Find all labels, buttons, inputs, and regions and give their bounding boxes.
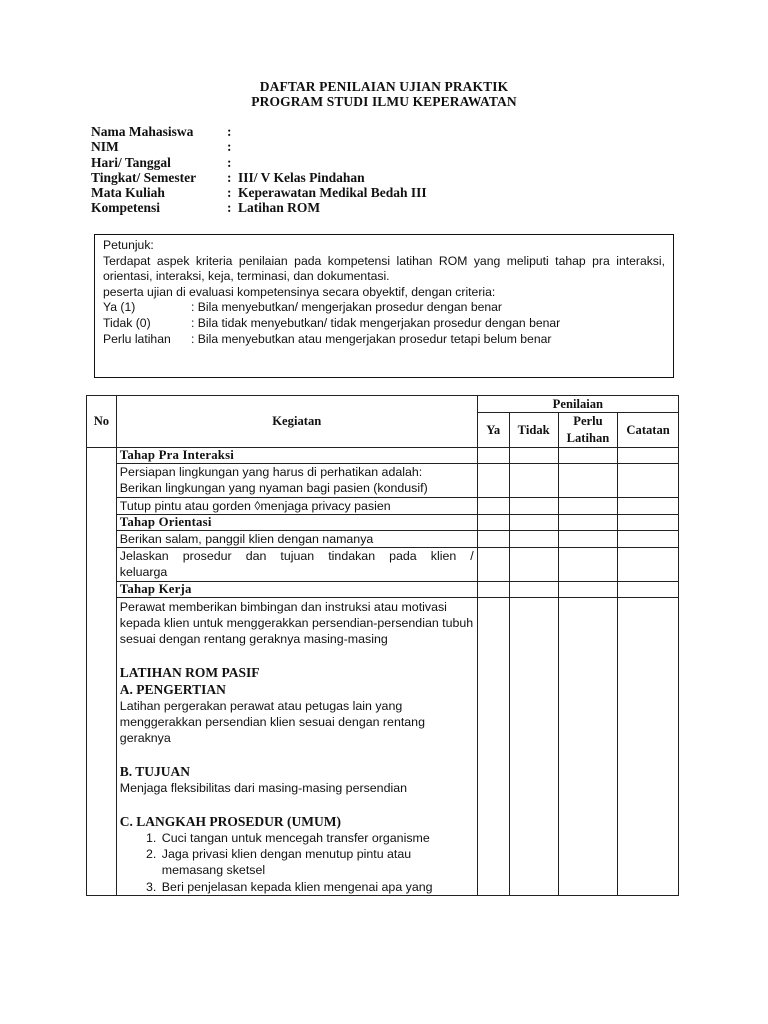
- langkah-prosedur-heading: C. LANGKAH PROSEDUR (UMUM): [119, 813, 342, 829]
- spacer: [120, 796, 474, 813]
- ya-cell[interactable]: [477, 448, 509, 464]
- info-label: Hari/ Tanggal: [91, 154, 171, 170]
- ya-cell[interactable]: [477, 464, 509, 498]
- instructions-heading: Petunjuk:: [103, 238, 154, 252]
- header-no: No: [87, 396, 117, 448]
- instructions-criteria-intro: peserta ujian di evaluasi kompetensinya secara obyektif, dengan criteria:: [103, 284, 496, 299]
- no-cell: [87, 448, 117, 896]
- tidak-cell[interactable]: [509, 497, 558, 514]
- info-value: III/ V Kelas Pindahan: [238, 169, 365, 185]
- info-colon: :: [227, 185, 232, 201]
- ya-cell[interactable]: [477, 548, 509, 582]
- perlu-latihan-cell[interactable]: [558, 548, 618, 582]
- spacer: [120, 648, 474, 664]
- table-row-activity: [116, 597, 477, 895]
- perlu-latihan-cell[interactable]: [558, 597, 618, 895]
- info-label: Mata Kuliah: [91, 185, 165, 201]
- criteria-key: Tidak (0): [103, 315, 151, 330]
- table-row-activity: Berikan salam, panggil klien dengan namanya: [116, 530, 477, 547]
- header-kegiatan: Kegiatan: [116, 396, 477, 448]
- info-label: NIM: [91, 139, 119, 155]
- section-kerja: Tahap Kerja: [116, 581, 477, 597]
- header-penilaian: Penilaian: [477, 396, 678, 413]
- criteria-ya: [103, 300, 665, 316]
- activity-text: Jelaskan prosedur dan tujuan tindakan pada klien /: [119, 549, 474, 564]
- activity-text: Persiapan lingkungan yang harus di perhatikan adalah:: [119, 465, 423, 479]
- header-ya: Ya: [477, 413, 509, 448]
- header-perlu-latihan: Perlu Latihan: [558, 413, 618, 448]
- list-item: 2. Jaga privasi klien dengan menutup pintu atau memasang sketsel: [160, 846, 474, 879]
- table-row-activity: Tutup pintu atau gorden ◊menjaga privacy pasien: [116, 497, 477, 514]
- criteria-desc: : Bila menyebutkan atau mengerjakan prosedur tetapi belum benar: [191, 331, 552, 346]
- ya-cell[interactable]: [477, 581, 509, 597]
- criteria-desc: : Bila menyebutkan/ mengerjakan prosedur dengan benar: [191, 300, 502, 315]
- criteria-key: Perlu latihan: [103, 331, 171, 346]
- ya-cell[interactable]: [477, 514, 509, 530]
- ya-cell[interactable]: [477, 497, 509, 514]
- tidak-cell[interactable]: [509, 530, 558, 547]
- catatan-cell[interactable]: [618, 497, 679, 514]
- catatan-cell[interactable]: [618, 597, 679, 895]
- perlu-latihan-cell[interactable]: [558, 464, 618, 498]
- tujuan-text: Menjaga fleksibilitas dari masing-masing persendian: [119, 780, 407, 795]
- catatan-cell[interactable]: [618, 581, 679, 597]
- tidak-cell[interactable]: [509, 597, 558, 895]
- activity-text: keluarga: [119, 565, 168, 580]
- document-title-line-2: PROGRAM STUDI ILMU KEPERAWATAN: [251, 94, 517, 109]
- header-catatan: Catatan: [618, 413, 679, 448]
- info-value: Latihan ROM: [238, 200, 321, 216]
- catatan-cell[interactable]: [618, 464, 679, 498]
- info-colon: :: [227, 200, 232, 216]
- pengertian-heading: A. PENGERTIAN: [119, 681, 226, 697]
- info-label: Tingkat/ Semester: [91, 169, 197, 185]
- info-colon: :: [227, 124, 232, 139]
- info-label: Nama Mahasiswa: [91, 124, 194, 139]
- perlu-latihan-cell[interactable]: [558, 530, 618, 547]
- tidak-cell[interactable]: [509, 548, 558, 582]
- procedure-steps-list: [120, 830, 474, 895]
- catatan-cell[interactable]: [618, 548, 679, 582]
- info-label: Kompetensi: [91, 200, 160, 216]
- tidak-cell[interactable]: [509, 448, 558, 464]
- assessment-table: [86, 395, 679, 896]
- instructions-box: [94, 234, 674, 378]
- document-title-line-1: DAFTAR PENILAIAN UJIAN PRAKTIK: [259, 79, 509, 94]
- info-colon: :: [227, 169, 232, 185]
- activity-text: Berikan lingkungan yang nyaman bagi pasien (kondusif): [119, 481, 428, 496]
- tidak-cell[interactable]: [509, 514, 558, 530]
- perlu-latihan-cell[interactable]: [558, 448, 618, 464]
- perlu-latihan-cell[interactable]: [558, 497, 618, 514]
- section-pra-interaksi: Tahap Pra Interaksi: [116, 448, 477, 464]
- table-row-activity: [116, 548, 477, 582]
- list-item: 3. Beri penjelasan kepada klien mengenai apa yang: [160, 879, 474, 895]
- table-row-activity: [116, 464, 477, 498]
- catatan-cell[interactable]: [618, 530, 679, 547]
- tidak-cell[interactable]: [509, 464, 558, 498]
- criteria-tidak: [103, 316, 665, 332]
- perlu-latihan-cell[interactable]: [558, 581, 618, 597]
- criteria-desc: : Bila tidak menyebutkan/ tidak mengerjakan prosedur dengan benar: [191, 315, 561, 330]
- header-tidak: Tidak: [509, 413, 558, 448]
- info-colon: :: [227, 154, 232, 170]
- ya-cell[interactable]: [477, 597, 509, 895]
- activity-text: Perawat memberikan bimbingan dan instruksi atau motivasi kepada klien untuk menggerakkan persendian-persendian tubuh sesuai dengan rentang geraknya masing-masing: [119, 599, 474, 647]
- perlu-latihan-cell[interactable]: [558, 514, 618, 530]
- spacer: [120, 747, 474, 763]
- criteria-perlu-latihan: [103, 332, 665, 348]
- section-orientasi: Tahap Orientasi: [116, 514, 477, 530]
- tidak-cell[interactable]: [509, 581, 558, 597]
- info-colon: :: [227, 139, 232, 155]
- list-item: 1. Cuci tangan untuk mencegah transfer organisme: [160, 830, 474, 846]
- criteria-key: Ya (1): [103, 300, 136, 315]
- ya-cell[interactable]: [477, 530, 509, 547]
- catatan-cell[interactable]: [618, 448, 679, 464]
- info-value: Keperawatan Medikal Bedah III: [238, 185, 427, 201]
- tujuan-heading: B. TUJUAN: [119, 763, 191, 779]
- rom-pasif-heading: LATIHAN ROM PASIF: [119, 664, 260, 680]
- pengertian-text: Latihan pergerakan perawat atau petugas lain yang menggerakkan persendian klien sesuai dengan rentang geraknya: [119, 698, 425, 746]
- catatan-cell[interactable]: [618, 514, 679, 530]
- instructions-paragraph: Terdapat aspek kriteria penilaian pada kompetensi latihan ROM yang meliputi tahap pra interaksi, orientasi, interaksi, keja, terminasi, dan dokumentasi.: [103, 253, 665, 284]
